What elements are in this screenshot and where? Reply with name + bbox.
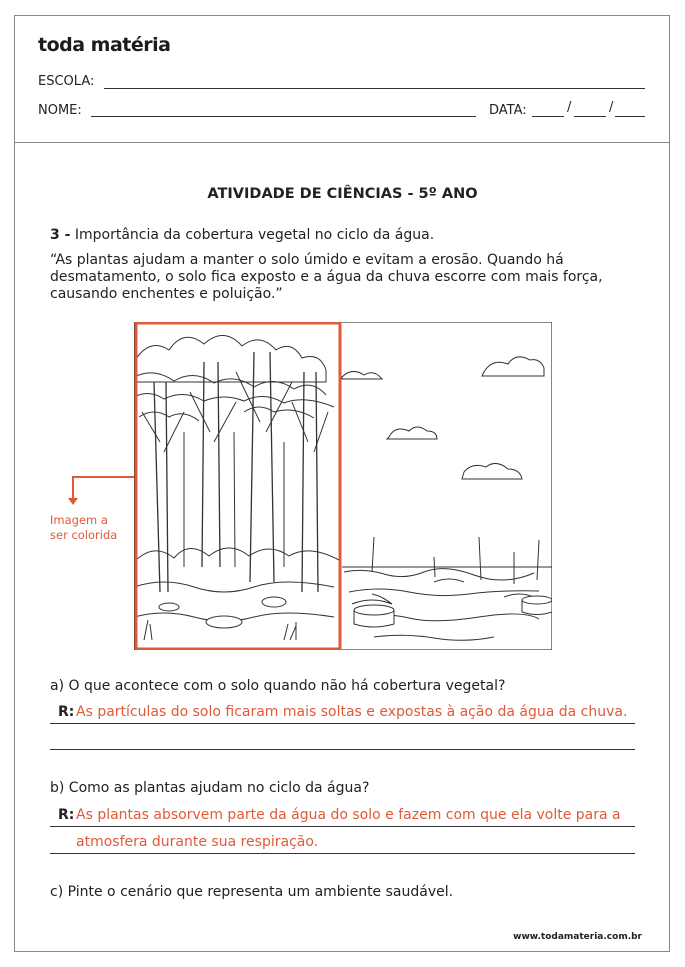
- question-topic: Importância da cobertura vegetal no ciclo da água.: [74, 227, 435, 243]
- school-input-line[interactable]: [104, 88, 645, 89]
- answer-b-line-1: As plantas absorvem parte da água do solo e fazem com que ela volte para a: [76, 807, 621, 823]
- question-b: b) Como as plantas ajudam no ciclo da água?: [50, 780, 370, 796]
- question-quote: [50, 252, 640, 303]
- page-title: ATIVIDADE DE CIÊNCIAS - 5º ANO: [207, 186, 478, 202]
- answer-line[interactable]: [50, 853, 635, 854]
- date-month-line[interactable]: [574, 116, 606, 117]
- question-number: 3 -: [50, 227, 71, 243]
- quote-line: desmatamento, o solo fica exposto e a água da chuva escorre com mais força,: [50, 269, 603, 285]
- answer-label: R:: [58, 704, 75, 720]
- quote-line: “As plantas ajudam a manter o solo úmido e evitam a erosão. Quando há: [50, 252, 564, 268]
- school-label: ESCOLA:: [38, 74, 95, 89]
- question-c: c) Pinte o cenário que representa um ambiente saudável.: [50, 884, 454, 900]
- quote-line: causando enchentes e poluição.”: [50, 286, 283, 302]
- callout-arrow-icon: [60, 470, 140, 510]
- answer-a: As partículas do solo ficaram mais soltas e expostas à ação da água da chuva.: [76, 704, 628, 720]
- callout-text: ser colorida: [50, 528, 118, 542]
- answer-label: R:: [58, 807, 75, 823]
- date-separator: /: [609, 100, 614, 115]
- coloring-callout: [50, 513, 117, 543]
- callout-text: Imagem a: [50, 513, 108, 527]
- answer-line[interactable]: [50, 723, 635, 724]
- date-year-line[interactable]: [615, 116, 645, 117]
- header-divider: [14, 142, 670, 143]
- question-a: a) O que acontece com o solo quando não há cobertura vegetal?: [50, 678, 506, 694]
- name-input-line[interactable]: [91, 116, 476, 117]
- footer-url: www.todamateria.com.br: [513, 932, 642, 942]
- date-label: DATA:: [489, 103, 527, 118]
- answer-line[interactable]: [50, 749, 635, 750]
- date-day-line[interactable]: [532, 116, 564, 117]
- forest-vs-deforestation-illustration: [134, 322, 552, 650]
- answer-line[interactable]: [50, 826, 635, 827]
- logo: toda matéria: [38, 34, 171, 56]
- date-separator: /: [567, 100, 572, 115]
- answer-b-line-2: atmosfera durante sua respiração.: [76, 834, 319, 850]
- question-heading: [50, 227, 434, 243]
- name-label: NOME:: [38, 103, 82, 118]
